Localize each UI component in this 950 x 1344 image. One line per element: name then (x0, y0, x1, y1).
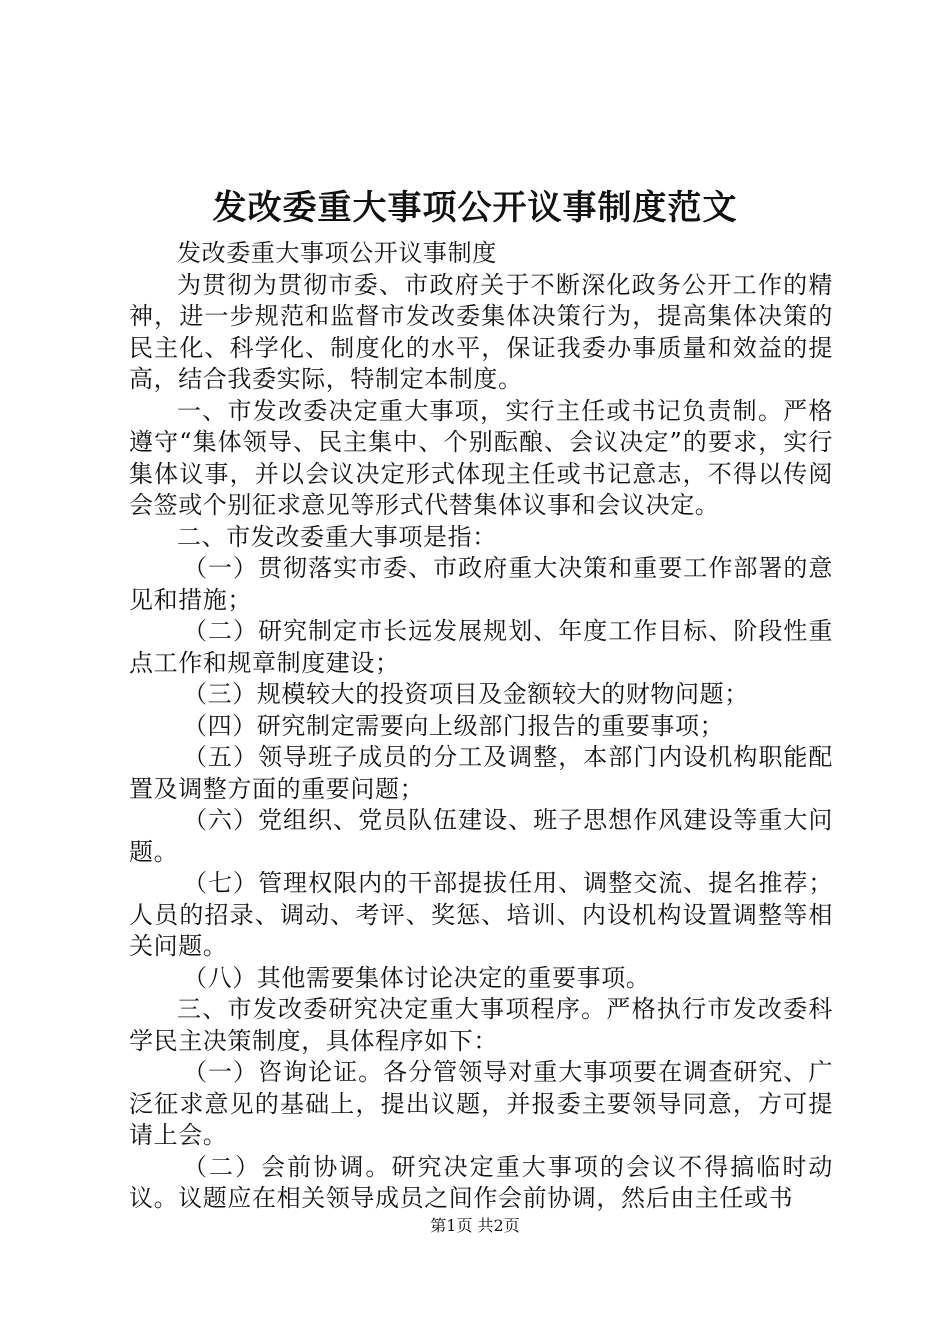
page-number-footer: 第1页 共2页 (430, 1216, 520, 1235)
list-item-paragraph: （六）党组织、党员队伍建设、班子思想作风建设等重大问题。 (129, 806, 833, 866)
list-item-paragraph: （二）研究制定市长远发展规划、年度工作目标、阶段性重点工作和规章制度建设； (129, 617, 833, 677)
list-item-paragraph: （八）其他需要集体讨论决定的重要事项。 (183, 963, 651, 992)
list-item-paragraph: （二）会前协调。研究决定重大事项的会议不得搞临时动议。议题应在相关领导成员之间作会前协调，然后由主任或书 (129, 1152, 833, 1212)
body-paragraph: 一、市发改委决定重大事项，实行主任或书记负责制。严格遵守“集体领导、民主集中、个别酝酿、会议决定”的要求，实行集体议事，并以会议决定形式体现主任或书记意志，不得以传阅会签或个别征求意见等形式代替集体议事和会议决定。 (129, 396, 833, 519)
list-item-paragraph: （七）管理权限内的干部提拔任用、调整交流、提名推荐；人员的招录、调动、考评、奖惩、培训、内设机构设置调整等相关问题。 (129, 869, 833, 960)
body-paragraph: 三、市发改委研究决定重大事项程序。严格执行市发改委科学民主决策制度，具体程序如下： (129, 995, 833, 1055)
document-body (129, 238, 833, 1215)
subtitle-paragraph: 发改委重大事项公开议事制度 (177, 239, 497, 267)
body-paragraph: 二、市发改委重大事项是指： (177, 522, 497, 551)
list-item-paragraph: （一）咨询论证。各分管领导对重大事项要在调查研究、广泛征求意见的基础上，提出议题，并报委主要领导同意，方可提请上会。 (129, 1058, 833, 1149)
list-item-paragraph: （四）研究制定需要向上级部门报告的重要事项； (183, 711, 725, 740)
body-paragraph: 为贯彻为贯彻市委、市政府关于不断深化政务公开工作的精神，进一步规范和监督市发改委集体决策行为，提高集体决策的民主化、科学化、制度化的水平，保证我委办事质量和效益的提高，结合我委实际，特制定本制度。 (129, 270, 833, 393)
list-item-paragraph: （五）领导班子成员的分工及调整，本部门内设机构职能配置及调整方面的重要问题； (129, 743, 833, 803)
document-title: 发改委重大事项公开议事制度范文 (212, 188, 738, 228)
list-item-paragraph: （三）规模较大的投资项目及金额较大的财物问题； (183, 680, 749, 708)
list-item-paragraph: （一）贯彻落实市委、市政府重大决策和重要工作部署的意见和措施； (129, 554, 833, 614)
